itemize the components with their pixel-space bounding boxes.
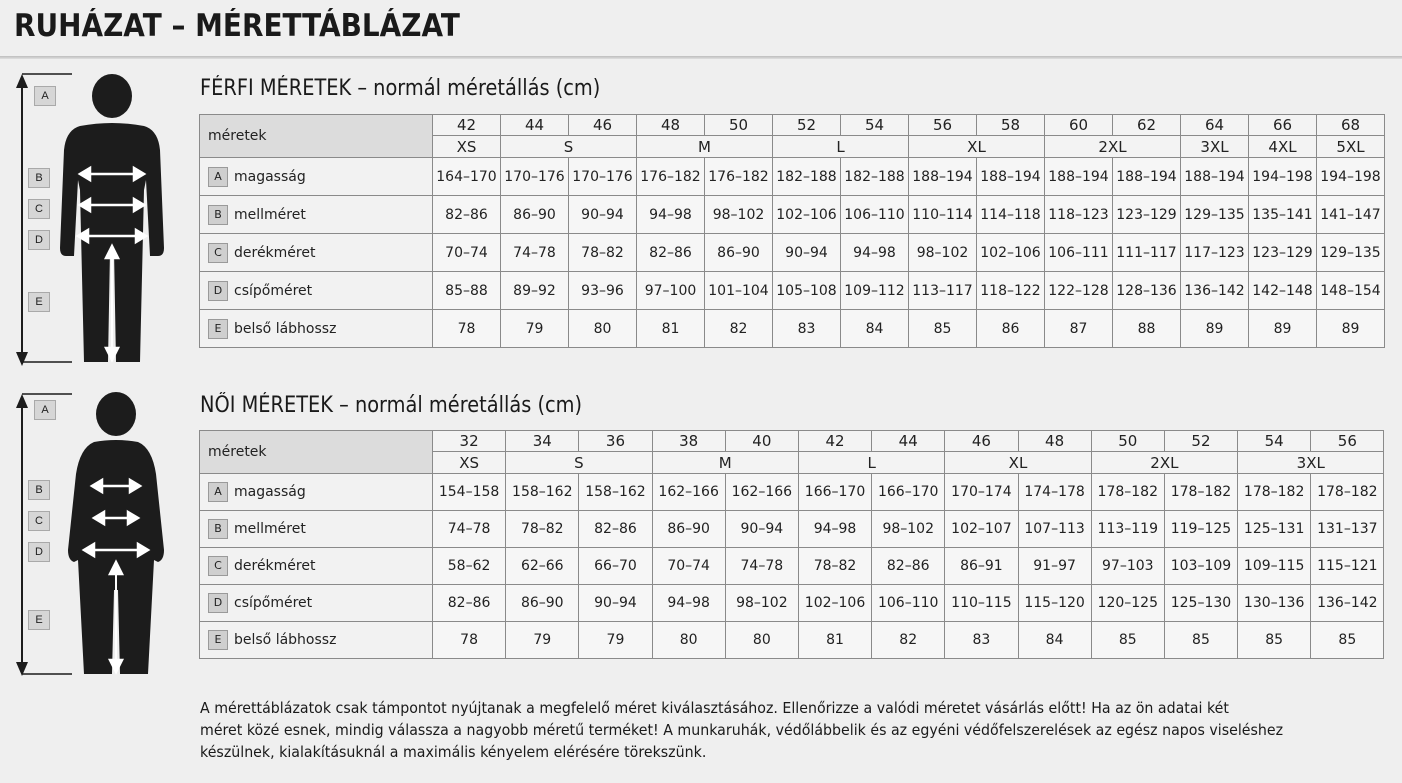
male-silhouette-icon xyxy=(12,70,182,370)
women-value-cell: 166–170 xyxy=(798,474,871,511)
women-value-cell: 178–182 xyxy=(1091,474,1164,511)
page-title: RUHÁZAT – MÉRETTÁBLÁZAT xyxy=(14,8,460,44)
measure-code-badge: E xyxy=(208,319,228,339)
women-value-cell: 120–125 xyxy=(1091,585,1164,622)
women-value-cell: 85 xyxy=(1238,622,1311,659)
women-row-label xyxy=(200,548,433,585)
women-value-cell: 174–178 xyxy=(1018,474,1091,511)
women-size-letter: S xyxy=(506,452,652,474)
women-value-cell: 113–119 xyxy=(1091,511,1164,548)
men-size-number: 66 xyxy=(1249,115,1317,136)
women-value-cell: 78 xyxy=(433,622,506,659)
men-size-number: 42 xyxy=(433,115,501,136)
men-value-cell: 164–170 xyxy=(433,158,501,196)
measure-code-badge: D xyxy=(208,281,228,301)
measure-name: belső lábhossz xyxy=(234,320,337,337)
women-value-cell: 74–78 xyxy=(433,511,506,548)
women-size-letter: 3XL xyxy=(1238,452,1384,474)
women-value-cell: 86–90 xyxy=(506,585,579,622)
women-value-cell: 136–142 xyxy=(1311,585,1384,622)
measure-name: magasság xyxy=(234,168,306,185)
men-size-number: 48 xyxy=(637,115,705,136)
women-measure-row xyxy=(200,548,1384,585)
men-size-number: 68 xyxy=(1317,115,1385,136)
women-value-cell: 78–82 xyxy=(798,548,871,585)
men-size-number: 60 xyxy=(1045,115,1113,136)
men-value-cell: 106–111 xyxy=(1045,234,1113,272)
women-value-cell: 119–125 xyxy=(1164,511,1237,548)
men-size-letter: M xyxy=(637,136,773,158)
measure-code-badge: D xyxy=(208,593,228,613)
men-value-cell: 102–106 xyxy=(977,234,1045,272)
disclaimer-line: készülnek, kialakításuknál a maximális kényelem elérésére törekszünk. xyxy=(200,743,707,761)
women-size-letter: L xyxy=(798,452,944,474)
women-value-cell: 90–94 xyxy=(579,585,652,622)
men-value-cell: 118–122 xyxy=(977,272,1045,310)
women-value-cell: 81 xyxy=(798,622,871,659)
women-value-cell: 80 xyxy=(725,622,798,659)
men-value-cell: 136–142 xyxy=(1181,272,1249,310)
women-size-table xyxy=(199,430,1384,659)
measure-name: derékméret xyxy=(234,558,316,574)
men-value-cell: 70–74 xyxy=(433,234,501,272)
women-size-number: 42 xyxy=(798,431,871,452)
men-measure-row xyxy=(200,158,1385,196)
men-value-cell: 80 xyxy=(569,310,637,348)
men-value-cell: 182–188 xyxy=(841,158,909,196)
men-value-cell: 129–135 xyxy=(1317,234,1385,272)
men-value-cell: 194–198 xyxy=(1317,158,1385,196)
men-value-cell: 93–96 xyxy=(569,272,637,310)
marker-a: A xyxy=(34,86,56,106)
women-value-cell: 115–121 xyxy=(1311,548,1384,585)
men-value-cell: 89 xyxy=(1249,310,1317,348)
measure-code-badge: B xyxy=(208,519,228,539)
women-size-number: 44 xyxy=(872,431,945,452)
women-value-cell: 130–136 xyxy=(1238,585,1311,622)
men-value-cell: 141–147 xyxy=(1317,196,1385,234)
men-value-cell: 188–194 xyxy=(1045,158,1113,196)
men-value-cell: 106–110 xyxy=(841,196,909,234)
measure-code-badge: E xyxy=(208,630,228,650)
men-size-number: 54 xyxy=(841,115,909,136)
men-value-cell: 82–86 xyxy=(433,196,501,234)
men-value-cell: 113–117 xyxy=(909,272,977,310)
men-value-cell: 118–123 xyxy=(1045,196,1113,234)
women-value-cell: 178–182 xyxy=(1311,474,1384,511)
men-section-title: FÉRFI MÉRETEK – normál méretállás (cm) xyxy=(200,76,601,101)
women-value-cell: 162–166 xyxy=(725,474,798,511)
men-value-cell: 90–94 xyxy=(773,234,841,272)
women-row-label xyxy=(200,622,433,659)
women-size-number: 48 xyxy=(1018,431,1091,452)
men-value-cell: 98–102 xyxy=(909,234,977,272)
men-value-cell: 170–176 xyxy=(569,158,637,196)
women-header-label: méretek xyxy=(200,431,433,474)
women-size-number-row xyxy=(200,431,1384,452)
men-value-cell: 82–86 xyxy=(637,234,705,272)
women-value-cell: 158–162 xyxy=(506,474,579,511)
women-value-cell: 91–97 xyxy=(1018,548,1091,585)
women-value-cell: 82–86 xyxy=(872,548,945,585)
women-value-cell: 106–110 xyxy=(872,585,945,622)
men-value-cell: 117–123 xyxy=(1181,234,1249,272)
women-value-cell: 78–82 xyxy=(506,511,579,548)
women-row-label xyxy=(200,474,433,511)
men-value-cell: 105–108 xyxy=(773,272,841,310)
women-value-cell: 82 xyxy=(872,622,945,659)
measure-name: csípőméret xyxy=(234,282,313,299)
men-value-cell: 85 xyxy=(909,310,977,348)
disclaimer-line: A mérettáblázatok csak támpontot nyújtanak a megfelelő méret kiválasztásához. Ellenőrizze a valódi méretet vásárlás előtt! Ha az ön adatai két xyxy=(200,699,1229,717)
women-size-letter: M xyxy=(652,452,798,474)
women-size-number: 36 xyxy=(579,431,652,452)
men-measure-row xyxy=(200,310,1385,348)
men-size-number: 44 xyxy=(501,115,569,136)
men-value-cell: 123–129 xyxy=(1113,196,1181,234)
men-value-cell: 97–100 xyxy=(637,272,705,310)
men-value-cell: 188–194 xyxy=(1181,158,1249,196)
men-value-cell: 110–114 xyxy=(909,196,977,234)
female-silhouette-icon xyxy=(12,390,182,680)
men-value-cell: 78 xyxy=(433,310,501,348)
men-value-cell: 94–98 xyxy=(841,234,909,272)
men-row-label xyxy=(200,310,433,348)
women-value-cell: 85 xyxy=(1164,622,1237,659)
men-size-number: 64 xyxy=(1181,115,1249,136)
men-value-cell: 101–104 xyxy=(705,272,773,310)
men-value-cell: 90–94 xyxy=(569,196,637,234)
women-section-title: NŐI MÉRETEK – normál méretállás (cm) xyxy=(200,393,583,418)
women-value-cell: 170–174 xyxy=(945,474,1018,511)
women-value-cell: 178–182 xyxy=(1238,474,1311,511)
measure-code-badge: B xyxy=(208,205,228,225)
women-measure-row xyxy=(200,622,1384,659)
women-value-cell: 82–86 xyxy=(433,585,506,622)
women-value-cell: 115–120 xyxy=(1018,585,1091,622)
women-value-cell: 70–74 xyxy=(652,548,725,585)
men-value-cell: 182–188 xyxy=(773,158,841,196)
men-size-number: 62 xyxy=(1113,115,1181,136)
men-size-letter: L xyxy=(773,136,909,158)
men-size-letter: 4XL xyxy=(1249,136,1317,158)
men-measure-row xyxy=(200,196,1385,234)
women-row-label xyxy=(200,585,433,622)
measure-code-badge: A xyxy=(208,167,228,187)
women-value-cell: 80 xyxy=(652,622,725,659)
men-measure-row xyxy=(200,272,1385,310)
men-value-cell: 128–136 xyxy=(1113,272,1181,310)
disclaimer-text xyxy=(200,697,1390,763)
men-value-cell: 83 xyxy=(773,310,841,348)
disclaimer-line: méret közé esnek, mindig válassza a nagyobb méretű terméket! A munkaruhák, védőlábbelik és az egyéni védőfelszerelések az egész napos viseléshez xyxy=(200,721,1284,739)
measure-name: mellméret xyxy=(234,521,306,537)
men-value-cell: 188–194 xyxy=(1113,158,1181,196)
women-size-number: 46 xyxy=(945,431,1018,452)
women-value-cell: 82–86 xyxy=(579,511,652,548)
women-value-cell: 86–90 xyxy=(652,511,725,548)
women-value-cell: 125–131 xyxy=(1238,511,1311,548)
men-row-label xyxy=(200,196,433,234)
men-size-letter: S xyxy=(501,136,637,158)
men-size-number: 50 xyxy=(705,115,773,136)
women-value-cell: 154–158 xyxy=(433,474,506,511)
women-value-cell: 110–115 xyxy=(945,585,1018,622)
men-size-table xyxy=(199,114,1385,348)
men-size-number-row xyxy=(200,115,1385,136)
women-size-number: 56 xyxy=(1311,431,1384,452)
women-size-number: 32 xyxy=(433,431,506,452)
men-value-cell: 142–148 xyxy=(1249,272,1317,310)
women-size-number: 50 xyxy=(1091,431,1164,452)
women-value-cell: 98–102 xyxy=(872,511,945,548)
women-measure-row xyxy=(200,511,1384,548)
men-value-cell: 89–92 xyxy=(501,272,569,310)
men-row-label xyxy=(200,234,433,272)
measure-code-badge: C xyxy=(208,556,228,576)
men-value-cell: 81 xyxy=(637,310,705,348)
women-value-cell: 97–103 xyxy=(1091,548,1164,585)
men-size-letter: 2XL xyxy=(1045,136,1181,158)
measure-name: mellméret xyxy=(234,206,306,223)
men-value-cell: 188–194 xyxy=(977,158,1045,196)
women-measure-row xyxy=(200,474,1384,511)
men-value-cell: 170–176 xyxy=(501,158,569,196)
men-value-cell: 84 xyxy=(841,310,909,348)
measure-code-badge: A xyxy=(208,482,228,502)
men-value-cell: 87 xyxy=(1045,310,1113,348)
men-value-cell: 86–90 xyxy=(501,196,569,234)
men-value-cell: 85–88 xyxy=(433,272,501,310)
men-value-cell: 98–102 xyxy=(705,196,773,234)
women-value-cell: 83 xyxy=(945,622,1018,659)
marker-d-female: D xyxy=(28,542,50,562)
women-value-cell: 85 xyxy=(1311,622,1384,659)
title-divider xyxy=(0,56,1402,59)
women-size-number: 34 xyxy=(506,431,579,452)
men-size-number: 58 xyxy=(977,115,1045,136)
marker-e: E xyxy=(28,292,50,312)
men-size-letter: 3XL xyxy=(1181,136,1249,158)
men-value-cell: 188–194 xyxy=(909,158,977,196)
women-value-cell: 98–102 xyxy=(725,585,798,622)
women-value-cell: 162–166 xyxy=(652,474,725,511)
women-value-cell: 109–115 xyxy=(1238,548,1311,585)
women-value-cell: 62–66 xyxy=(506,548,579,585)
women-size-letter: XS xyxy=(433,452,506,474)
men-value-cell: 135–141 xyxy=(1249,196,1317,234)
women-value-cell: 84 xyxy=(1018,622,1091,659)
women-value-cell: 94–98 xyxy=(652,585,725,622)
men-value-cell: 176–182 xyxy=(705,158,773,196)
men-value-cell: 86 xyxy=(977,310,1045,348)
women-value-cell: 86–91 xyxy=(945,548,1018,585)
women-size-number: 54 xyxy=(1238,431,1311,452)
marker-a-female: A xyxy=(34,400,56,420)
measure-name: csípőméret xyxy=(234,595,313,611)
marker-e-female: E xyxy=(28,610,50,630)
women-value-cell: 90–94 xyxy=(725,511,798,548)
men-measure-row xyxy=(200,234,1385,272)
women-value-cell: 79 xyxy=(506,622,579,659)
men-size-number: 56 xyxy=(909,115,977,136)
men-value-cell: 89 xyxy=(1181,310,1249,348)
women-value-cell: 66–70 xyxy=(579,548,652,585)
women-size-number: 38 xyxy=(652,431,725,452)
women-value-cell: 94–98 xyxy=(798,511,871,548)
men-value-cell: 78–82 xyxy=(569,234,637,272)
women-value-cell: 74–78 xyxy=(725,548,798,585)
women-value-cell: 178–182 xyxy=(1164,474,1237,511)
men-header-label: méretek xyxy=(200,115,433,158)
marker-b: B xyxy=(28,168,50,188)
women-measure-row xyxy=(200,585,1384,622)
men-size-letter: 5XL xyxy=(1317,136,1385,158)
marker-c-female: C xyxy=(28,511,50,531)
women-value-cell: 125–130 xyxy=(1164,585,1237,622)
women-value-cell: 79 xyxy=(579,622,652,659)
men-row-label xyxy=(200,272,433,310)
men-value-cell: 194–198 xyxy=(1249,158,1317,196)
women-value-cell: 102–107 xyxy=(945,511,1018,548)
men-size-number: 46 xyxy=(569,115,637,136)
measure-name: derékméret xyxy=(234,244,316,261)
measure-code-badge: C xyxy=(208,243,228,263)
men-value-cell: 79 xyxy=(501,310,569,348)
male-figure xyxy=(12,70,182,375)
men-value-cell: 109–112 xyxy=(841,272,909,310)
marker-d: D xyxy=(28,230,50,250)
women-value-cell: 102–106 xyxy=(798,585,871,622)
men-value-cell: 122–128 xyxy=(1045,272,1113,310)
women-size-number: 52 xyxy=(1164,431,1237,452)
men-value-cell: 102–106 xyxy=(773,196,841,234)
men-value-cell: 129–135 xyxy=(1181,196,1249,234)
men-value-cell: 111–117 xyxy=(1113,234,1181,272)
men-value-cell: 176–182 xyxy=(637,158,705,196)
women-value-cell: 158–162 xyxy=(579,474,652,511)
women-row-label xyxy=(200,511,433,548)
women-value-cell: 107–113 xyxy=(1018,511,1091,548)
men-size-number: 52 xyxy=(773,115,841,136)
men-value-cell: 123–129 xyxy=(1249,234,1317,272)
women-value-cell: 131–137 xyxy=(1311,511,1384,548)
marker-b-female: B xyxy=(28,480,50,500)
men-row-label xyxy=(200,158,433,196)
men-value-cell: 86–90 xyxy=(705,234,773,272)
men-size-letter: XL xyxy=(909,136,1045,158)
men-size-letter: XS xyxy=(433,136,501,158)
men-value-cell: 148–154 xyxy=(1317,272,1385,310)
female-figure xyxy=(12,390,182,685)
women-size-letter: XL xyxy=(945,452,1091,474)
women-value-cell: 103–109 xyxy=(1164,548,1237,585)
women-value-cell: 85 xyxy=(1091,622,1164,659)
men-value-cell: 114–118 xyxy=(977,196,1045,234)
men-value-cell: 88 xyxy=(1113,310,1181,348)
women-size-letter: 2XL xyxy=(1091,452,1237,474)
men-value-cell: 89 xyxy=(1317,310,1385,348)
men-value-cell: 74–78 xyxy=(501,234,569,272)
measure-name: magasság xyxy=(234,484,306,500)
women-value-cell: 58–62 xyxy=(433,548,506,585)
marker-c: C xyxy=(28,199,50,219)
measure-name: belső lábhossz xyxy=(234,632,337,648)
men-value-cell: 94–98 xyxy=(637,196,705,234)
women-value-cell: 166–170 xyxy=(872,474,945,511)
men-value-cell: 82 xyxy=(705,310,773,348)
women-size-number: 40 xyxy=(725,431,798,452)
